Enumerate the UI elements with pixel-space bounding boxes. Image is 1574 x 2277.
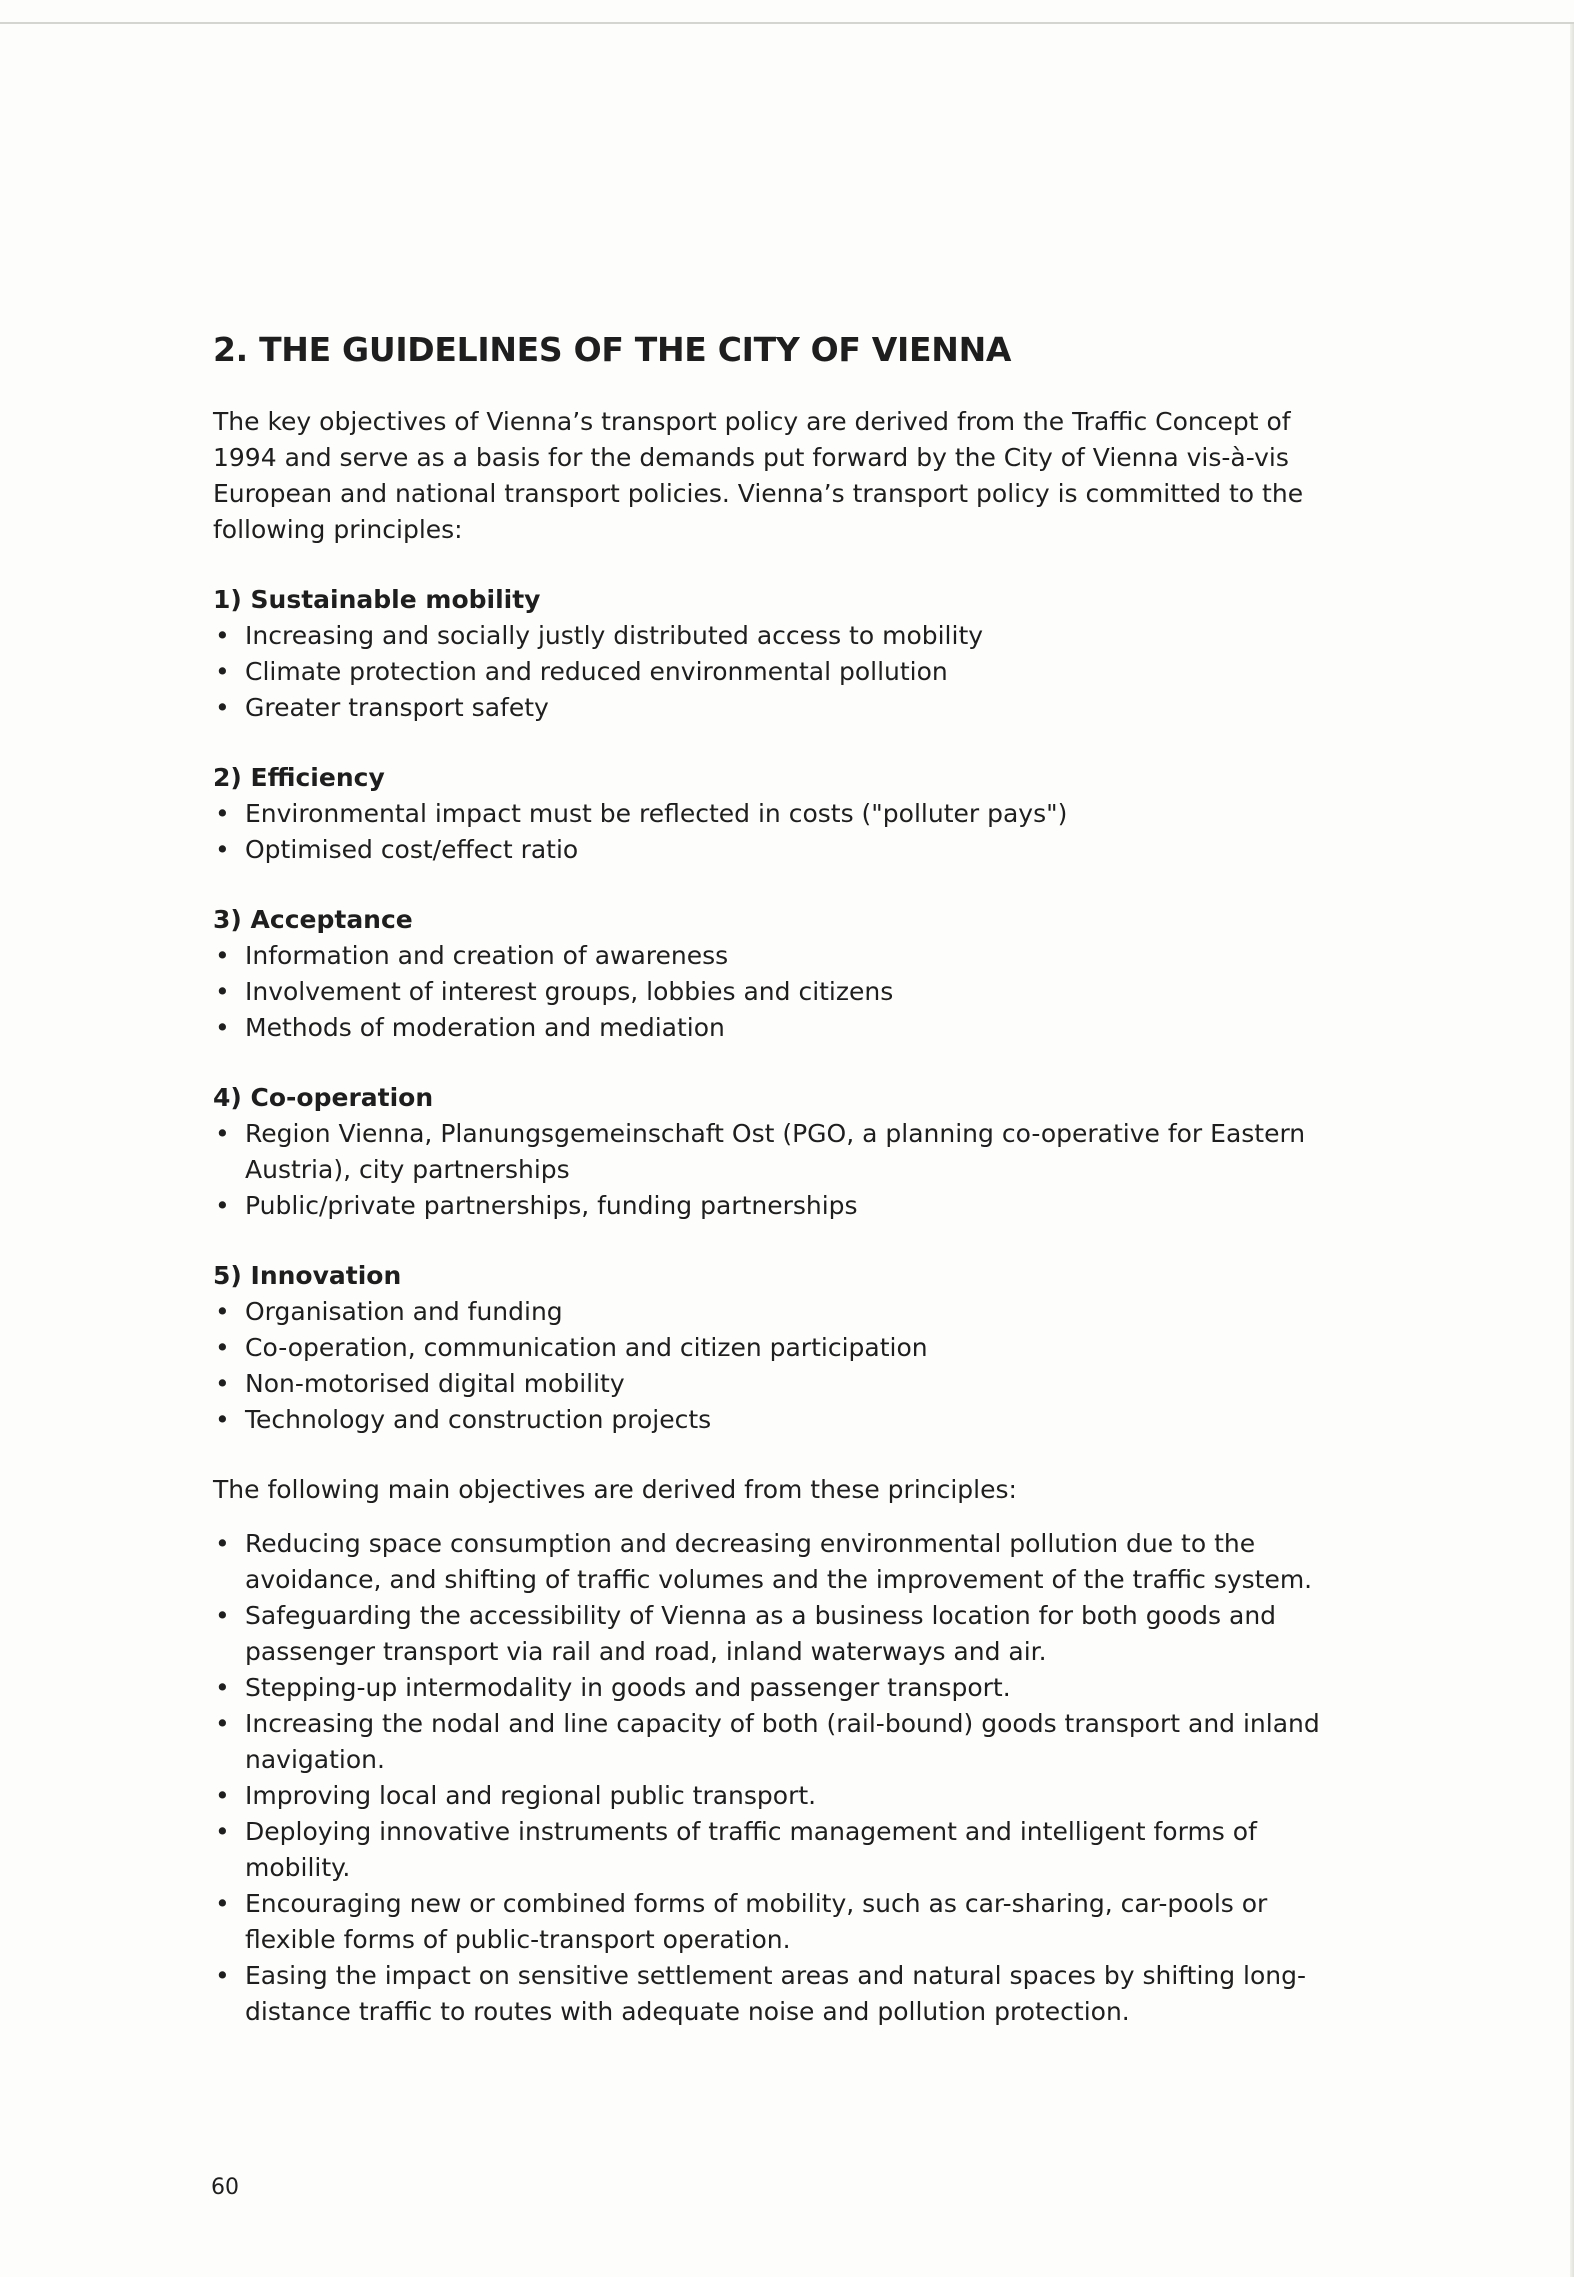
bullet-icon: •: [215, 1332, 230, 1362]
list-item: [213, 1778, 1353, 1814]
bullet-icon: •: [215, 834, 230, 864]
list-item: [213, 1116, 1353, 1188]
bullet-icon: •: [215, 1190, 230, 1220]
list-item-text: Non-motorised digital mobility: [245, 1368, 625, 1398]
bullet-icon: •: [215, 798, 230, 828]
bullet-icon: •: [215, 1960, 230, 1990]
list-item-text: Public/private partnerships, funding partnerships: [245, 1190, 858, 1220]
bullet-icon: •: [215, 1296, 230, 1326]
scan-right-edge: [1570, 24, 1574, 2277]
list-item: [213, 1958, 1353, 2030]
bullet-icon: •: [215, 692, 230, 722]
list-item: [213, 1598, 1353, 1670]
list-item-text: Increasing and socially justly distributed access to mobility: [245, 620, 984, 650]
principle-section: [213, 1258, 1353, 1438]
section-heading: 2) Efficiency: [213, 762, 385, 792]
bullet-icon: •: [215, 1012, 230, 1042]
list-item-text: Co-operation, communication and citizen participation: [245, 1332, 928, 1362]
list-item: [213, 1814, 1353, 1886]
list-item: [213, 1670, 1353, 1706]
list-item: [213, 654, 1353, 690]
list-item-text: Involvement of interest groups, lobbies and citizens: [245, 976, 894, 1006]
list-item: [213, 1294, 1353, 1330]
list-item: [213, 1330, 1353, 1366]
intro-paragraph: The key objectives of Vienna’s transport policy are derived from the Traffic Concept of 1994 and serve as a basis for the demands put forward by the City of Vienna vis-à-vis European and national transport policies. Vienna’s transport policy is committed to the following principles:: [213, 406, 1304, 544]
bullet-icon: •: [215, 1528, 230, 1558]
list-item-text: Technology and construction projects: [245, 1404, 712, 1434]
list-item-text: Deploying innovative instruments of traffic management and intelligent forms of mobility.: [245, 1816, 1257, 1882]
list-item-text: Increasing the nodal and line capacity of both (rail-bound) goods transport and inland navigation.: [245, 1708, 1320, 1774]
list-item: [213, 938, 1353, 974]
section-heading: 1) Sustainable mobility: [213, 584, 541, 614]
list-item: [213, 1886, 1353, 1958]
list-item: [213, 1010, 1353, 1046]
list-item-text: Climate protection and reduced environmental pollution: [245, 656, 948, 686]
list-item: [213, 1706, 1353, 1778]
bullet-icon: •: [215, 1600, 230, 1630]
page-title: 2. THE GUIDELINES OF THE CITY OF VIENNA: [213, 330, 1012, 369]
principle-section: [213, 582, 1353, 726]
list-item-text: Stepping-up intermodality in goods and passenger transport.: [245, 1672, 1011, 1702]
list-item-text: Optimised cost/effect ratio: [245, 834, 579, 864]
list-item-text: Methods of moderation and mediation: [245, 1012, 725, 1042]
list-item-text: Safeguarding the accessibility of Vienna as a business location for both goods and passenger transport via rail and road, inland waterways and air.: [245, 1600, 1277, 1666]
list-item-text: Improving local and regional public transport.: [245, 1780, 817, 1810]
principle-section: [213, 902, 1353, 1046]
list-item: [213, 796, 1353, 832]
list-item: [213, 618, 1353, 654]
section-heading: 4) Co-operation: [213, 1082, 434, 1112]
list-item-text: Easing the impact on sensitive settlement areas and natural spaces by shifting long-distance traffic to routes with adequate noise and pollution protection.: [245, 1960, 1307, 2026]
list-item-text: Information and creation of awareness: [245, 940, 729, 970]
bullet-icon: •: [215, 1708, 230, 1738]
list-item-text: Environmental impact must be reflected in costs ("polluter pays"): [245, 798, 1068, 828]
list-item: [213, 1526, 1353, 1598]
objectives-list: [213, 1526, 1353, 2030]
bullet-icon: •: [215, 1816, 230, 1846]
list-item-text: Region Vienna, Planungsgemeinschaft Ost (PGO, a planning co-operative for Eastern Austria), city partnerships: [245, 1118, 1306, 1184]
list-item: [213, 832, 1353, 868]
principle-section: [213, 760, 1353, 868]
list-item-text: Organisation and funding: [245, 1296, 563, 1326]
document-page: [213, 330, 1353, 2030]
list-item: [213, 974, 1353, 1010]
list-item-text: Greater transport safety: [245, 692, 549, 722]
bullet-icon: •: [215, 1368, 230, 1398]
section-heading: 3) Acceptance: [213, 904, 413, 934]
list-item-text: Reducing space consumption and decreasing environmental pollution due to the avoidance, and shifting of traffic volumes and the improvement of the traffic system.: [245, 1528, 1313, 1594]
scan-top-edge: [0, 22, 1574, 24]
bullet-icon: •: [215, 976, 230, 1006]
bullet-icon: •: [215, 1780, 230, 1810]
bullet-icon: •: [215, 940, 230, 970]
list-item-text: Encouraging new or combined forms of mobility, such as car-sharing, car-pools or flexible forms of public-transport operation.: [245, 1888, 1268, 1954]
principle-section: [213, 1080, 1353, 1224]
list-item: [213, 1366, 1353, 1402]
bullet-icon: •: [215, 620, 230, 650]
section-heading: 5) Innovation: [213, 1260, 402, 1290]
list-item: [213, 690, 1353, 726]
bullet-icon: •: [215, 1404, 230, 1434]
bullet-icon: •: [215, 656, 230, 686]
bullet-icon: •: [215, 1888, 230, 1918]
principle-bullets: [213, 796, 1353, 868]
bullet-icon: •: [215, 1672, 230, 1702]
principle-bullets: [213, 1116, 1353, 1224]
bullet-icon: •: [215, 1118, 230, 1148]
objectives-lead: The following main objectives are derived from these principles:: [213, 1474, 1017, 1504]
page-number: 60: [211, 2175, 239, 2200]
list-item: [213, 1188, 1353, 1224]
principle-bullets: [213, 618, 1353, 726]
principle-bullets: [213, 1294, 1353, 1438]
principles-list: [213, 582, 1353, 1438]
list-item: [213, 1402, 1353, 1438]
principle-bullets: [213, 938, 1353, 1046]
